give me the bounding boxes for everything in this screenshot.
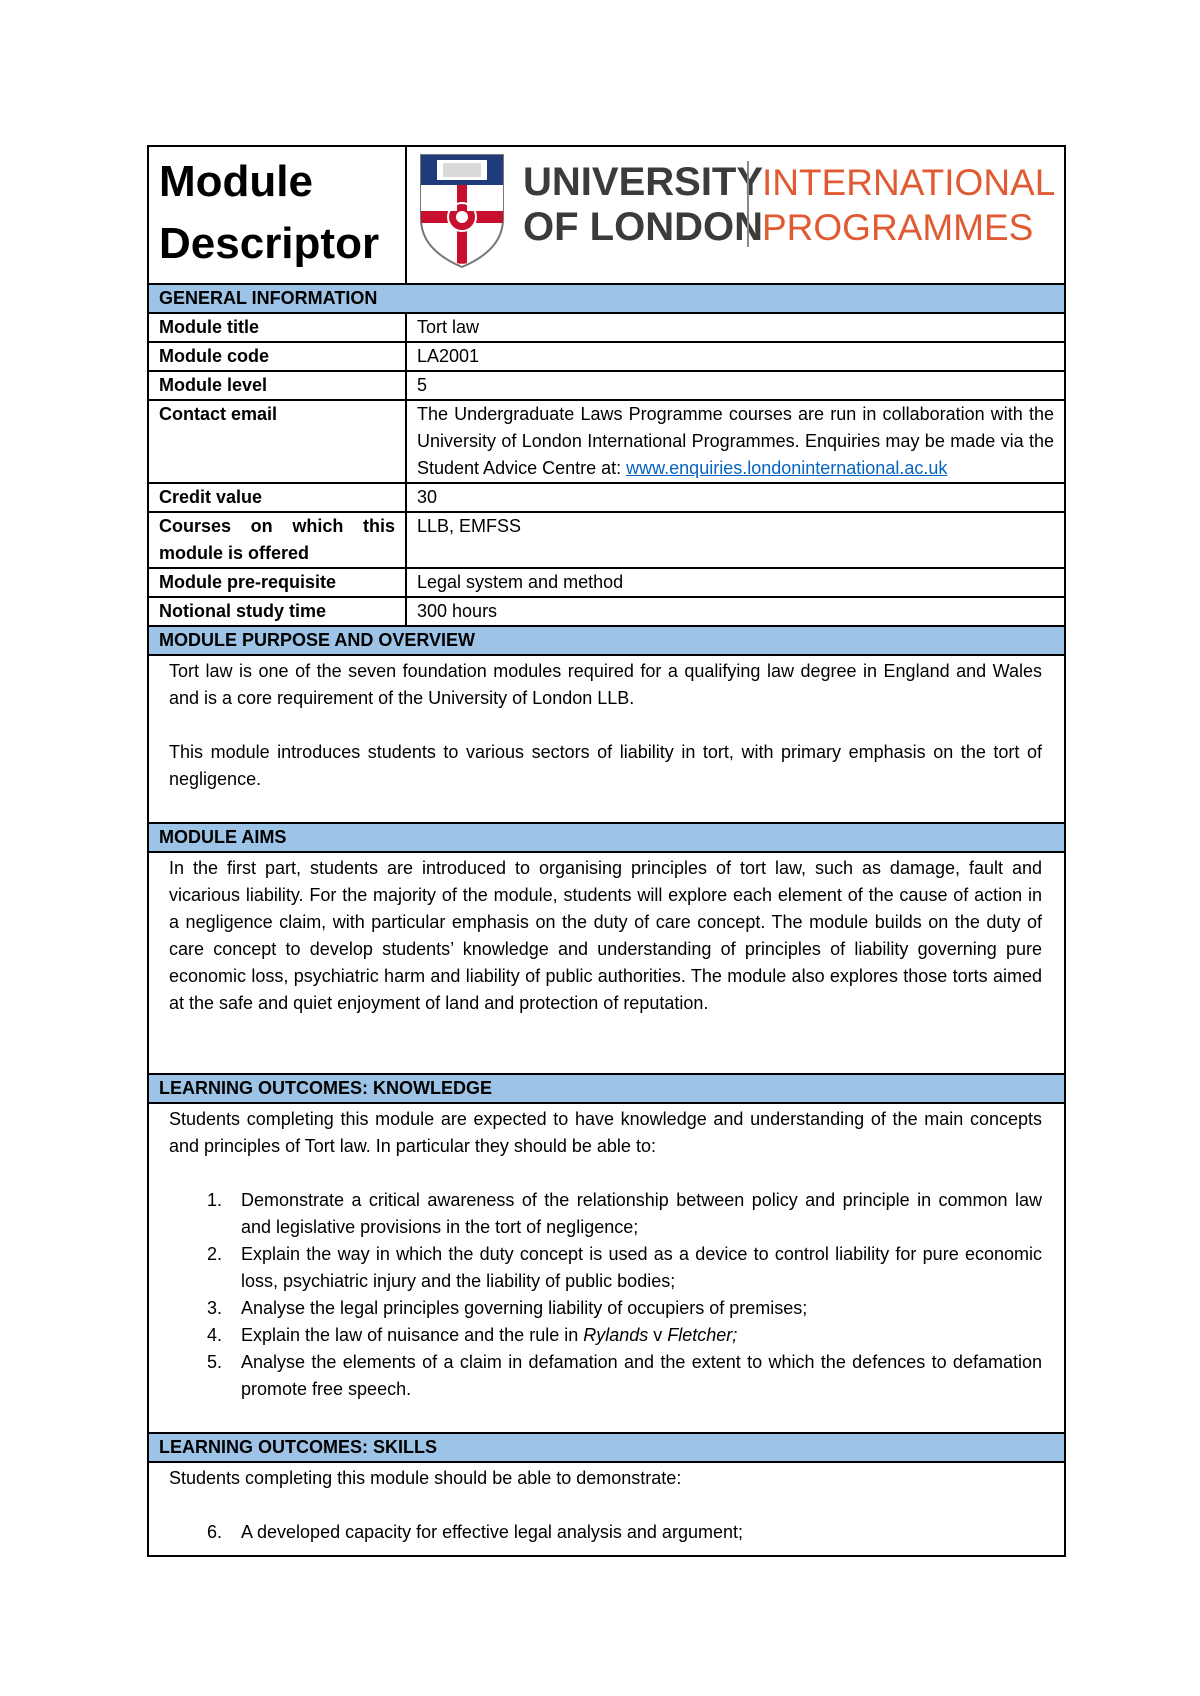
logo-text-programmes: PROGRAMMES xyxy=(762,207,1034,248)
purpose-band xyxy=(148,626,1065,655)
row-label: Notional study time xyxy=(148,597,406,626)
table-row xyxy=(148,483,1065,512)
contact-value xyxy=(406,400,1065,483)
list-item: 4. Explain the law of nuisance and the rule in Rylands v Fletcher; xyxy=(207,1325,738,1345)
row-value: 5 xyxy=(406,371,1065,400)
logo-text-of-london: OF LONDON xyxy=(523,205,763,249)
row-value: 300 hours xyxy=(406,597,1065,626)
knowledge-band xyxy=(148,1074,1065,1103)
row-value: LA2001 xyxy=(406,342,1065,371)
enquiries-link[interactable]: www.enquiries.londoninternational.ac.uk xyxy=(626,458,948,478)
table-row xyxy=(148,342,1065,371)
purpose-paragraph-2: This module introduces students to various sectors of liability in tort, with primary emphasis on the tort of negligence. xyxy=(169,742,1042,789)
purpose-section xyxy=(148,655,1065,823)
list-item: 2. Explain the way in which the duty concept is used as a device to control liability for pure economic loss, psychiatric injury and the liability of public bodies; xyxy=(207,1244,1042,1291)
logo-text-international: INTERNATIONAL xyxy=(762,162,1056,203)
skills-intro: Students completing this module should be able to demonstrate: xyxy=(169,1468,682,1488)
list-item: 5. Analyse the elements of a claim in defamation and the extent to which the defences to defamation promote free speech. xyxy=(207,1352,1042,1399)
document-title xyxy=(148,146,406,284)
university-logo xyxy=(406,146,1065,284)
table-row xyxy=(148,371,1065,400)
list-item: 3. Analyse the legal principles governing liability of occupiers of premises; xyxy=(207,1298,808,1318)
row-label: Module level xyxy=(148,371,406,400)
logo-text-university: UNIVERSITY xyxy=(523,160,764,204)
knowledge-intro: Students completing this module are expected to have knowledge and understanding of the main concepts and principles of Tort law. In particular they should be able to: xyxy=(169,1109,1042,1156)
row-label: Module code xyxy=(148,342,406,371)
table-row xyxy=(148,597,1065,626)
section-heading: LEARNING OUTCOMES: SKILLS xyxy=(148,1433,1065,1462)
skills-band xyxy=(148,1433,1065,1462)
contact-text: The Undergraduate Laws Programme courses are run in collaboration with the University of London International Programmes. Enquiries may be made via the Student Advice Centre at: xyxy=(417,404,1054,478)
section-heading: GENERAL INFORMATION xyxy=(148,284,1065,313)
section-heading: MODULE AIMS xyxy=(148,823,1065,852)
descriptor-table xyxy=(147,145,1066,1557)
row-label: Module pre-requisite xyxy=(148,568,406,597)
title-line-2: Descriptor xyxy=(159,219,380,268)
knowledge-list xyxy=(169,1187,1042,1403)
row-value: 30 xyxy=(406,483,1065,512)
general-info-band xyxy=(148,284,1065,313)
aims-paragraph: In the first part, students are introduced to organising principles of tort law, such as damage, fault and vicarious liability. For the majority of the module, students will explore each element of the cause of action in a negligence claim, with particular emphasis on the duty of care concept. The module builds on the duty of care concept to develop students’ knowledge and understanding of principles of liability governing pure economic loss, psychiatric harm and liability of public authorities. The module also explores those torts aimed at the safe and quiet enjoyment of land and protection of reputation. xyxy=(169,858,1042,1013)
aims-band xyxy=(148,823,1065,852)
row-label: Credit value xyxy=(148,483,406,512)
knowledge-section xyxy=(148,1103,1065,1433)
section-heading: MODULE PURPOSE AND OVERVIEW xyxy=(148,626,1065,655)
shield-icon xyxy=(421,155,503,267)
row-value: LLB, EMFSS xyxy=(406,512,1065,568)
aims-section xyxy=(148,852,1065,1074)
row-label: Contact email xyxy=(148,400,406,483)
table-row xyxy=(148,512,1065,568)
row-label: Module title xyxy=(148,313,406,342)
row-value: Legal system and method xyxy=(406,568,1065,597)
table-row xyxy=(148,400,1065,483)
module-descriptor-document xyxy=(147,145,1064,1557)
row-value: Tort law xyxy=(406,313,1065,342)
skills-list xyxy=(169,1519,1042,1546)
section-heading: LEARNING OUTCOMES: KNOWLEDGE xyxy=(148,1074,1065,1103)
table-row xyxy=(148,568,1065,597)
skills-section xyxy=(148,1462,1065,1556)
row-label: Courses on which this module is offered xyxy=(148,512,406,568)
logo-graphic xyxy=(407,147,1062,275)
table-row xyxy=(148,313,1065,342)
list-item: 6. A developed capacity for effective legal analysis and argument; xyxy=(207,1522,743,1542)
title-line-1: Module xyxy=(159,157,313,206)
list-item: 1. Demonstrate a critical awareness of the relationship between policy and principle in common law and legislative provisions in the tort of negligence; xyxy=(207,1190,1042,1237)
purpose-paragraph-1: Tort law is one of the seven foundation modules required for a qualifying law degree in England and Wales and is a core requirement of the University of London LLB. xyxy=(169,661,1042,708)
